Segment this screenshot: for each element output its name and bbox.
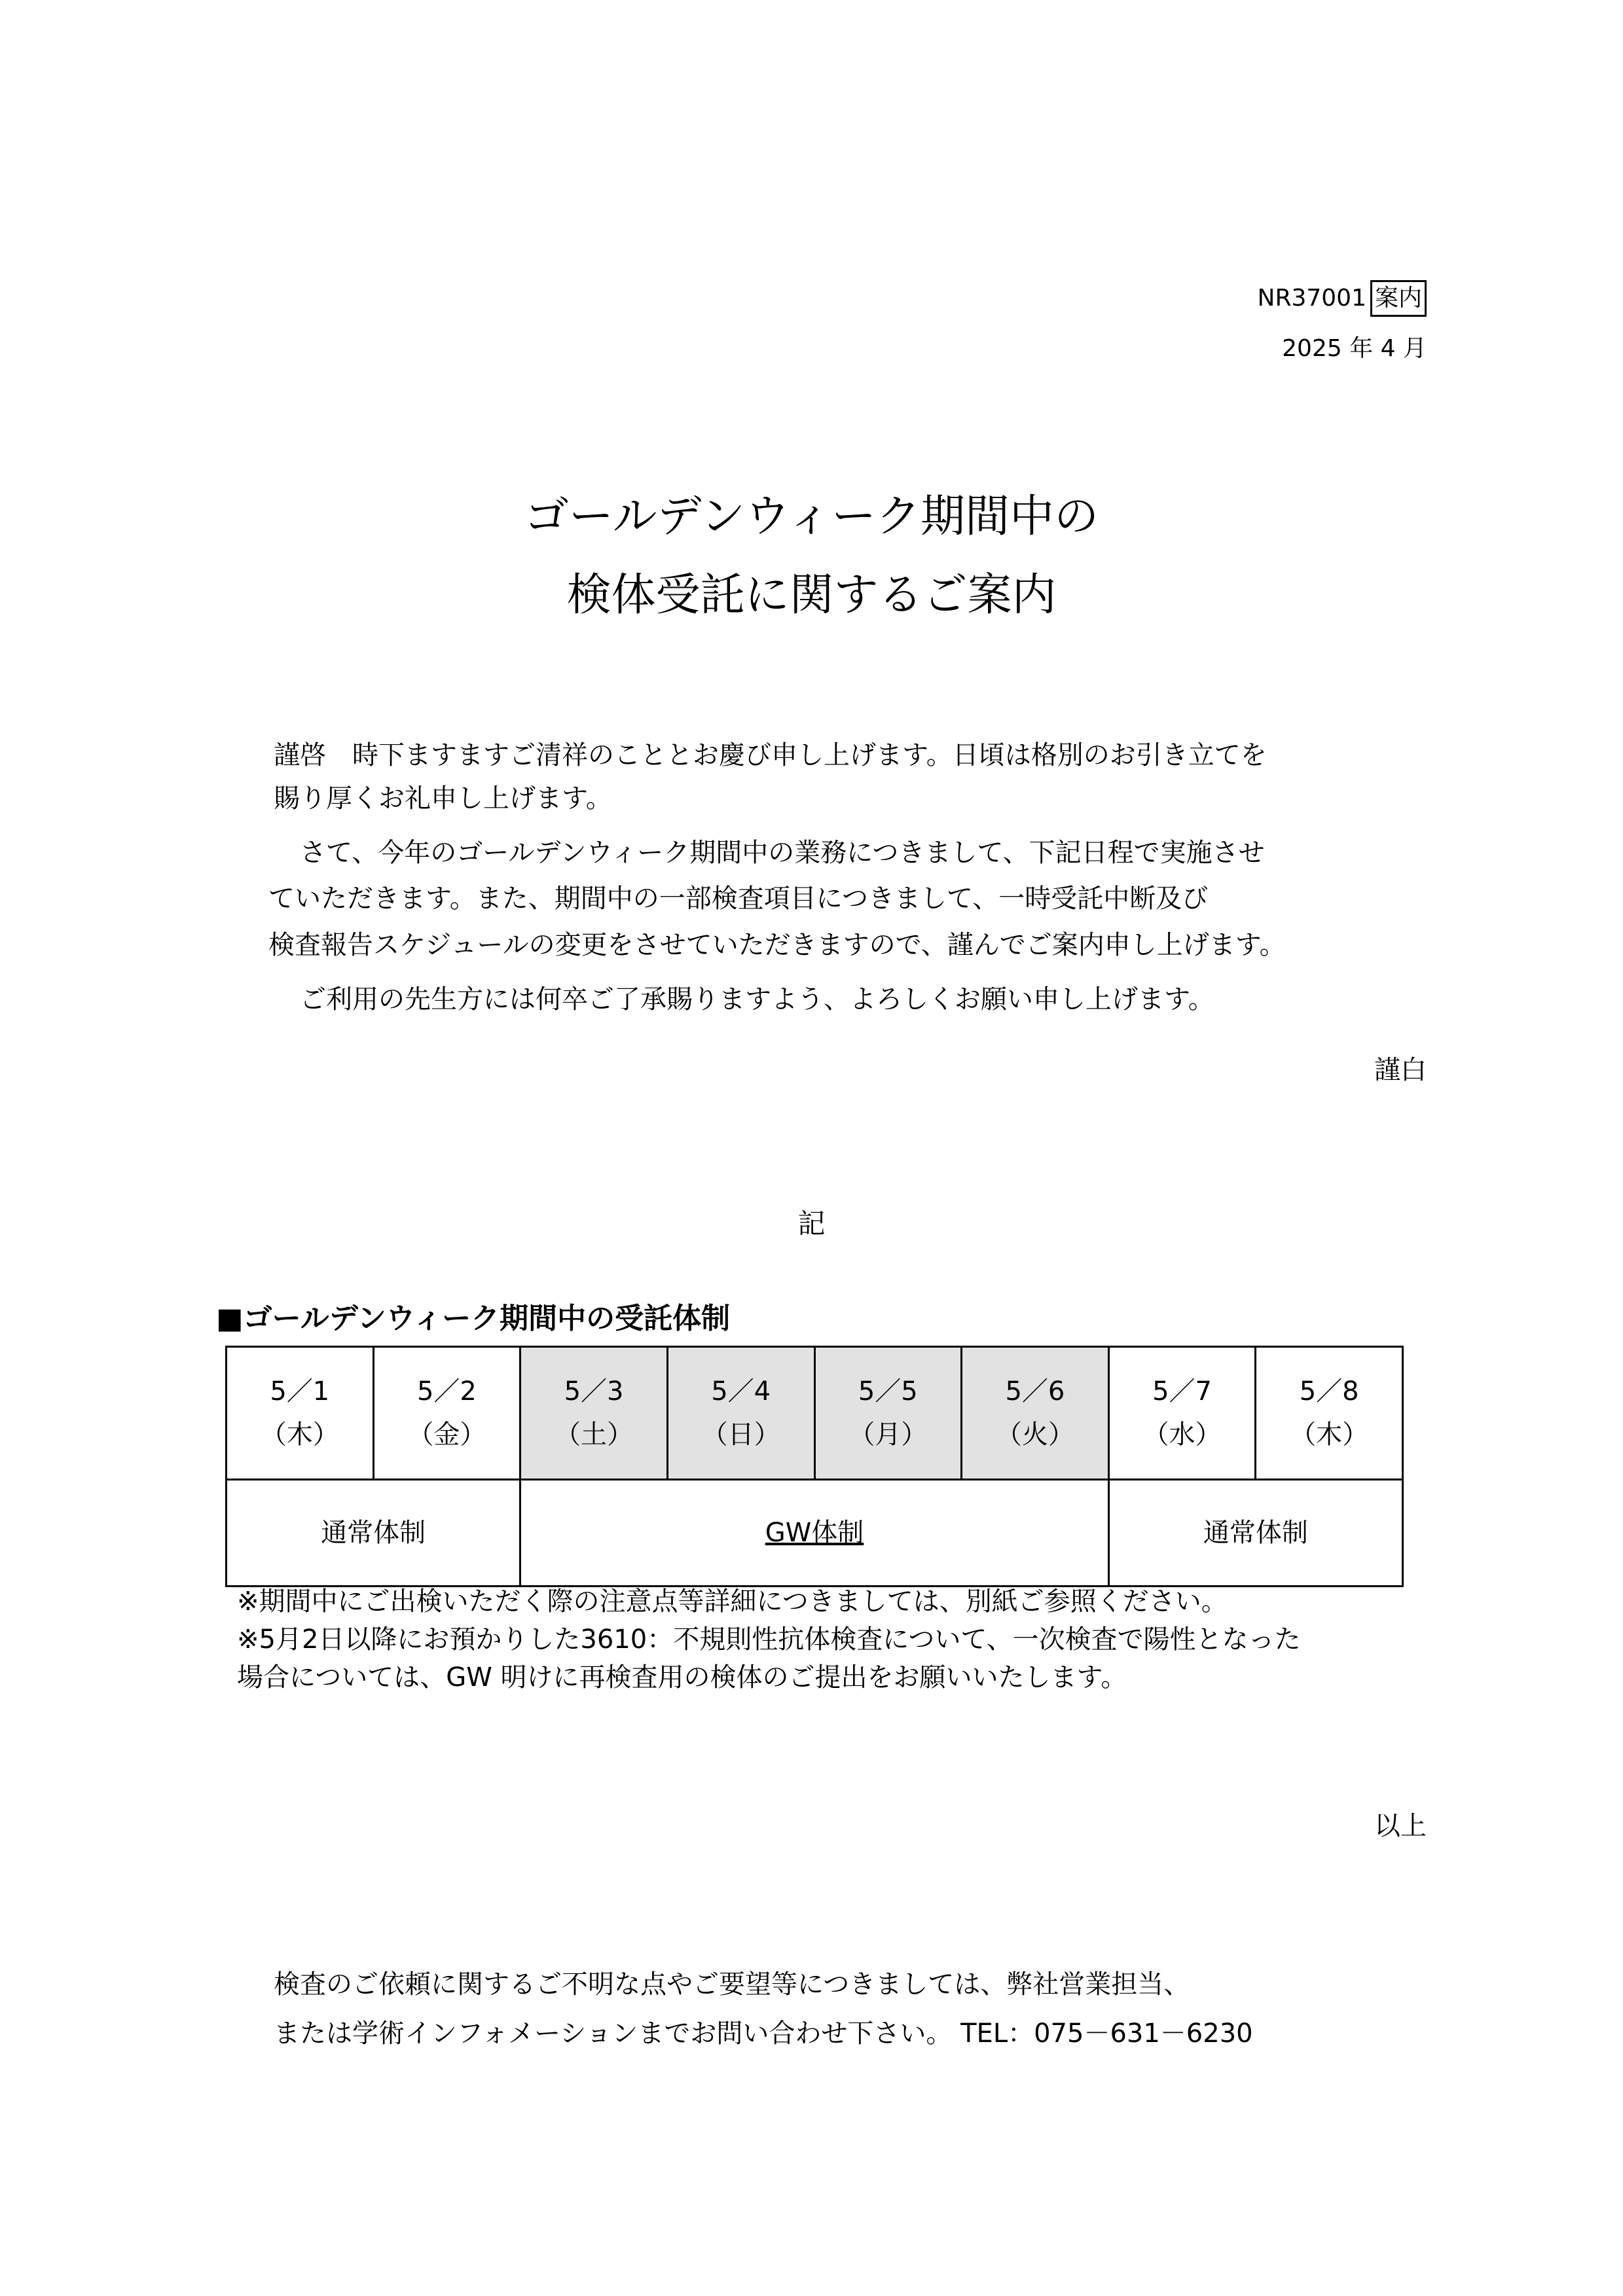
- status-gw-cell: [520, 1480, 1109, 1587]
- date-cell-holiday: [962, 1347, 1109, 1480]
- document-code: [1258, 280, 1427, 317]
- weekday-label: （木）: [260, 1420, 339, 1450]
- closing-ijou: 以上: [1374, 1811, 1427, 1841]
- date-label: 5／4: [711, 1376, 771, 1407]
- body-line-4: ていただきます。また、期間中の一部検査項目につきまして、一時受託中断及び: [268, 884, 1209, 914]
- weekday-label: （土）: [555, 1420, 634, 1450]
- issue-date: 2025 年 4 月: [1282, 335, 1427, 362]
- date-cell-holiday: [667, 1347, 814, 1480]
- date-cell: [1256, 1347, 1403, 1480]
- contact-line-1: 検査のご依頼に関するご不明な点やご要望等につきましては、弊社営業担当、: [274, 1969, 1190, 2000]
- weekday-label: （月）: [848, 1420, 928, 1450]
- body-line-1: 謹啓 時下ますますご清祥のこととお慶び申し上げます。日頃は格別のお引き立てを: [274, 740, 1267, 770]
- closing-salutation: 謹白: [1374, 1055, 1427, 1085]
- weekday-label: （火）: [995, 1420, 1074, 1450]
- status-gw-label: GW体制: [765, 1518, 864, 1548]
- date-label: 5／5: [858, 1376, 918, 1407]
- contact-line-2: または学術インフォメーションまでお問い合わせ下さい。 TEL：075－631－6230: [274, 2018, 1253, 2049]
- document-number: NR37001: [1257, 285, 1366, 312]
- document-type-tag: 案内: [1370, 280, 1427, 317]
- date-row: [227, 1347, 1403, 1480]
- weekday-label: （水）: [1142, 1420, 1222, 1450]
- section-heading: ■ゴールデンウィーク期間中の受託体制: [216, 1302, 731, 1335]
- date-cell: [227, 1347, 374, 1480]
- date-label: 5／1: [270, 1376, 330, 1407]
- body-line-5: 検査報告スケジュールの変更をさせていただきますので、謹んでご案内申し上げます。: [268, 930, 1286, 960]
- note-line-2: ※5月2日以降にお預かりした3610：不規則性抗体検査について、一次検査で陽性となった: [237, 1624, 1301, 1655]
- date-cell-holiday: [814, 1347, 962, 1480]
- status-normal-cell: 通常体制: [227, 1480, 520, 1587]
- date-label: 5／3: [564, 1376, 624, 1407]
- date-cell-holiday: [520, 1347, 668, 1480]
- date-label: 5／8: [1299, 1376, 1359, 1407]
- body-line-6: ご利用の先生方には何卒ご了承賜りますよう、よろしくお願い申し上げます。: [274, 984, 1214, 1014]
- note-line-1: ※期間中にご出検いただく際の注意点等詳細につきましては、別紙ご参照ください。: [237, 1587, 1228, 1617]
- date-label: 5／6: [1005, 1376, 1065, 1407]
- body-line-3: さて、今年のゴールデンウィーク期間中の業務につきまして、下記日程で実施させ: [274, 838, 1265, 868]
- page-title-line-1: ゴールデンウィーク期間中の: [524, 491, 1099, 543]
- body-line-2: 賜り厚くお礼申し上げます。: [274, 783, 612, 814]
- status-normal-cell: 通常体制: [1108, 1480, 1402, 1587]
- weekday-label: （木）: [1290, 1420, 1369, 1450]
- date-cell: [1108, 1347, 1256, 1480]
- date-label: 5／7: [1152, 1376, 1213, 1407]
- weekday-label: （金）: [407, 1420, 486, 1450]
- schedule-table: [225, 1346, 1404, 1587]
- date-cell: [373, 1347, 520, 1480]
- page-title-line-2: 検体受託に関するご案内: [566, 569, 1057, 621]
- note-line-3: 場合については、GW 明けに再検査用の検体のご提出をお願いいたします。: [237, 1662, 1127, 1693]
- status-row: [227, 1480, 1403, 1587]
- ki-marker: 記: [797, 1208, 826, 1240]
- weekday-label: （日）: [701, 1420, 780, 1450]
- date-label: 5／2: [416, 1376, 477, 1407]
